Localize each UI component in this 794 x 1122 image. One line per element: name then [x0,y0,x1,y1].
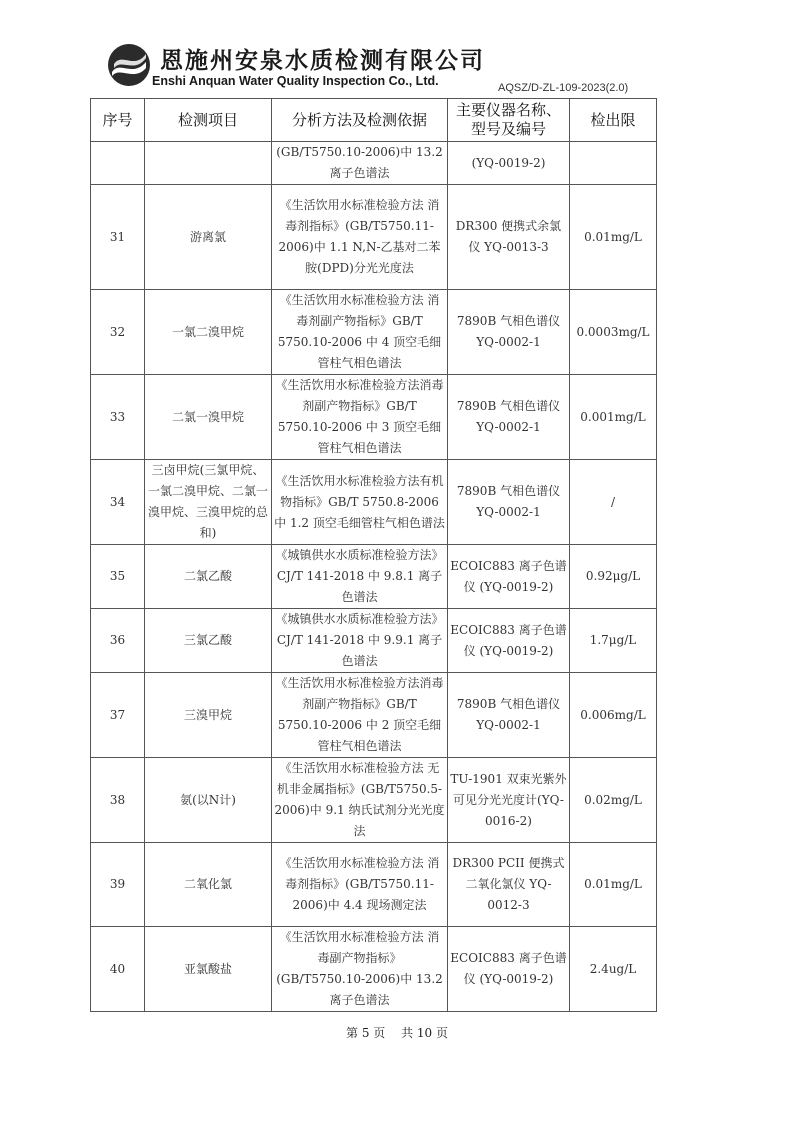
cell-method: 《城镇供水水质标准检验方法》CJ/T 141-2018 中 9.8.1 离子色谱法 [272,545,448,609]
cell-method: 《生活饮用水标准检验方法消毒剂副产物指标》GB/T 5750.10-2006 中 2 顶空毛细管柱气相色谱法 [272,673,448,758]
column-header-method: 分析方法及检测依据 [272,99,448,142]
table-row [91,609,657,673]
cell-no: 39 [91,843,145,927]
cell-instrument: ECOIC883 离子色谱仪 (YQ-0019-2) [448,609,570,673]
cell-instrument: (YQ-0019-2) [448,142,570,185]
cell-method: 《生活饮用水标准检验方法有机物指标》GB/T 5750.8-2006 中 1.2 顶空毛细管柱气相色谱法 [272,460,448,545]
table-header-row [91,99,657,142]
cell-method: 《生活饮用水标准检验方法 无机非金属指标》(GB/T5750.5-2006)中 9.1 纳氏试剂分光光度法 [272,758,448,843]
cell-method: 《生活饮用水标准检验方法消毒剂副产物指标》GB/T 5750.10-2006 中 3 顶空毛细管柱气相色谱法 [272,375,448,460]
cell-instrument: 7890B 气相色谱仪 YQ-0002-1 [448,375,570,460]
company-name-en: Enshi Anquan Water Quality Inspection Co., Ltd. [152,74,439,88]
cell-item: 二氯乙酸 [145,545,272,609]
column-header-no: 序号 [91,99,145,142]
cell-limit: 0.01mg/L [570,185,657,290]
cell-instrument: TU-1901 双束光紫外可见分光光度计(YQ-0016-2) [448,758,570,843]
table-row [91,375,657,460]
cell-instrument: ECOIC883 离子色谱仪 (YQ-0019-2) [448,545,570,609]
cell-limit [570,142,657,185]
page-number: 第 5 页 [346,1026,386,1040]
cell-limit: 0.01mg/L [570,843,657,927]
document-code: AQSZ/D-ZL-109-2023(2.0) [498,82,629,94]
cell-instrument: 7890B 气相色谱仪 YQ-0002-1 [448,673,570,758]
cell-limit: 2.4ug/L [570,927,657,1012]
cell-item: 二氯一溴甲烷 [145,375,272,460]
cell-limit: 0.0003mg/L [570,290,657,375]
cell-limit: 0.006mg/L [570,673,657,758]
cell-no: 31 [91,185,145,290]
cell-no: 35 [91,545,145,609]
cell-item: 三卤甲烷(三氯甲烷、一氯二溴甲烷、二氯一溴甲烷、三溴甲烷的总和) [145,460,272,545]
cell-limit: 0.92μg/L [570,545,657,609]
page-footer [0,1024,794,1041]
cell-item: 三溴甲烷 [145,673,272,758]
cell-method: 《生活饮用水标准检验方法 消毒剂指标》(GB/T5750.11-2006)中 4.4 现场测定法 [272,843,448,927]
cell-no: 38 [91,758,145,843]
inspection-methods-table [90,98,657,1012]
table-row [91,142,657,185]
company-name-cn: 恩施州安泉水质检测有限公司 [160,47,485,74]
table-row [91,545,657,609]
column-header-item: 检测项目 [145,99,272,142]
cell-limit: 0.02mg/L [570,758,657,843]
cell-method: 《生活饮用水标准检验方法 消毒剂指标》(GB/T5750.11-2006)中 1.1 N,N-乙基对二苯胺(DPD)分光光度法 [272,185,448,290]
company-logo-icon [106,42,152,88]
cell-method: 《生活饮用水标准检验方法 消毒副产物指标》(GB/T5750.10-2006)中 13.2 离子色谱法 [272,927,448,1012]
cell-item: 二氧化氯 [145,843,272,927]
cell-item: 游离氯 [145,185,272,290]
table-row [91,185,657,290]
cell-limit: / [570,460,657,545]
table-row [91,927,657,1012]
column-header-instrument: 主要仪器名称、型号及编号 [448,99,570,142]
cell-instrument: 7890B 气相色谱仪 YQ-0002-1 [448,290,570,375]
cell-instrument: DR300 便携式余氯仪 YQ-0013-3 [448,185,570,290]
cell-no: 33 [91,375,145,460]
cell-limit: 0.001mg/L [570,375,657,460]
cell-item: 亚氯酸盐 [145,927,272,1012]
cell-instrument: 7890B 气相色谱仪 YQ-0002-1 [448,460,570,545]
cell-no [91,142,145,185]
cell-item: 氨(以N计) [145,758,272,843]
cell-method: 《生活饮用水标准检验方法 消毒剂副产物指标》GB/T 5750.10-2006 中 4 顶空毛细管柱气相色谱法 [272,290,448,375]
cell-no: 37 [91,673,145,758]
cell-method: 《城镇供水水质标准检验方法》CJ/T 141-2018 中 9.9.1 离子色谱法 [272,609,448,673]
cell-item: 一氯二溴甲烷 [145,290,272,375]
cell-instrument: DR300 PCII 便携式二氧化氯仪 YQ-0012-3 [448,843,570,927]
table-row [91,673,657,758]
page-total: 共 10 页 [401,1026,448,1040]
cell-item: 三氯乙酸 [145,609,272,673]
cell-no: 36 [91,609,145,673]
cell-instrument: ECOIC883 离子色谱仪 (YQ-0019-2) [448,927,570,1012]
cell-no: 32 [91,290,145,375]
table-row [91,843,657,927]
table-row [91,290,657,375]
cell-no: 40 [91,927,145,1012]
column-header-limit: 检出限 [570,99,657,142]
cell-item [145,142,272,185]
table-row [91,758,657,843]
cell-no: 34 [91,460,145,545]
cell-limit: 1.7μg/L [570,609,657,673]
table-row [91,460,657,545]
cell-method: (GB/T5750.10-2006)中 13.2 离子色谱法 [272,142,448,185]
